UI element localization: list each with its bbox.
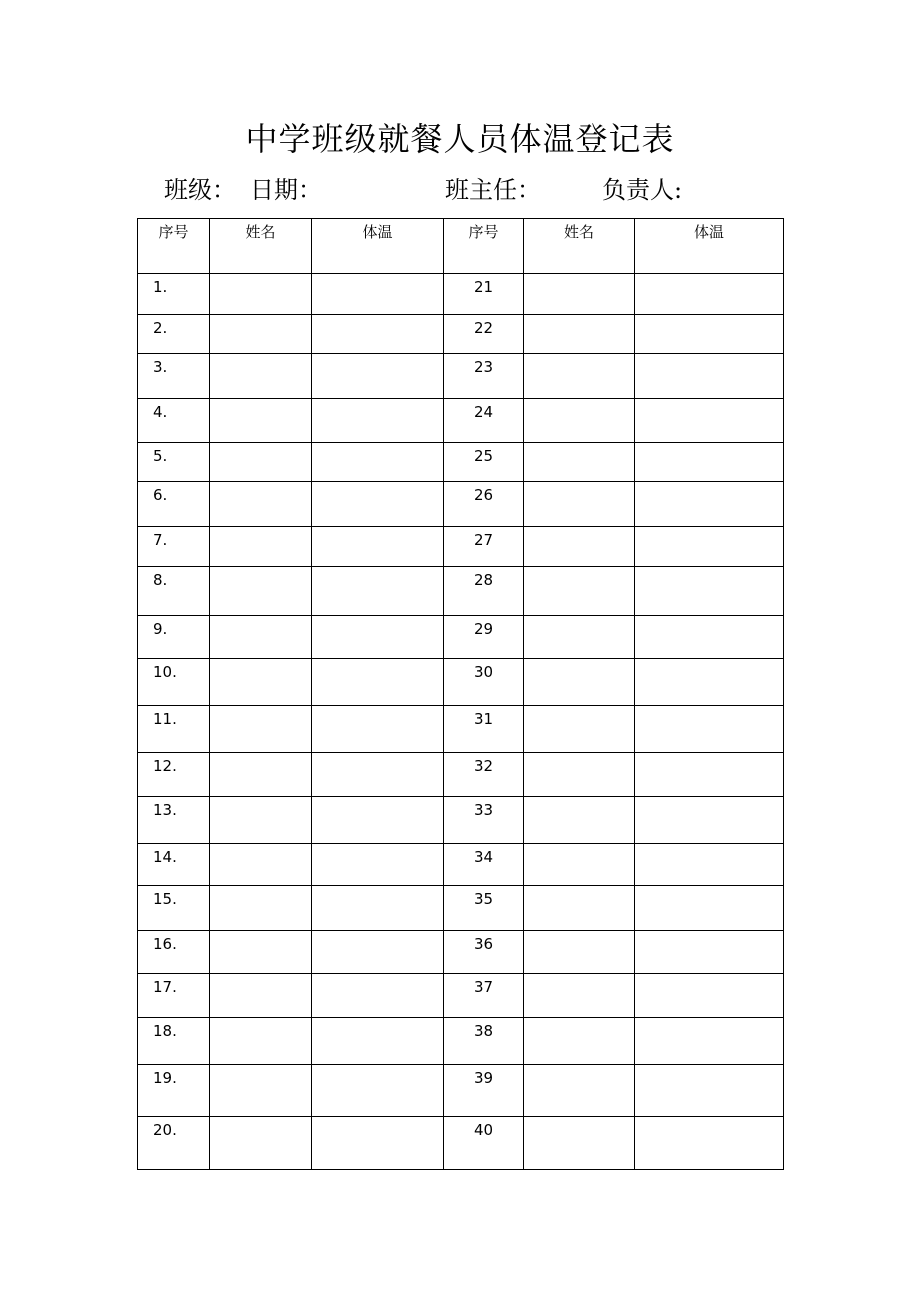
table-header-row: [138, 219, 784, 274]
name-cell-right[interactable]: [524, 844, 635, 886]
temperature-cell-right[interactable]: [635, 616, 784, 659]
table-row: [138, 1065, 784, 1117]
temperature-cell-left[interactable]: [312, 1065, 444, 1117]
serial-number-left: 15.: [138, 886, 210, 931]
serial-number-left: 17.: [138, 974, 210, 1018]
table-row: [138, 616, 784, 659]
serial-number-right: 34: [444, 844, 524, 886]
serial-number-left: 6.: [138, 482, 210, 527]
header-temperature-left: 体温: [312, 219, 444, 274]
temperature-cell-left[interactable]: [312, 706, 444, 753]
temperature-cell-right[interactable]: [635, 527, 784, 567]
name-cell-right[interactable]: [524, 797, 635, 844]
serial-number-left: 19.: [138, 1065, 210, 1117]
name-cell-right[interactable]: [524, 482, 635, 527]
serial-number-left: 2.: [138, 315, 210, 354]
temperature-register-table: [137, 218, 784, 1170]
serial-number-right: 21: [444, 274, 524, 315]
table-row: [138, 315, 784, 354]
table-row: [138, 659, 784, 706]
person-in-charge-label: 负责人:: [602, 176, 683, 204]
temperature-cell-right[interactable]: [635, 1018, 784, 1065]
serial-number-right: 27: [444, 527, 524, 567]
serial-number-right: 39: [444, 1065, 524, 1117]
serial-number-right: 23: [444, 354, 524, 399]
table-row: [138, 482, 784, 527]
serial-number-right: 30: [444, 659, 524, 706]
name-cell-right[interactable]: [524, 443, 635, 482]
name-cell-left[interactable]: [210, 1117, 312, 1170]
temperature-cell-left[interactable]: [312, 797, 444, 844]
serial-number-right: 29: [444, 616, 524, 659]
name-cell-left[interactable]: [210, 931, 312, 974]
temperature-cell-left[interactable]: [312, 315, 444, 354]
serial-number-left: 3.: [138, 354, 210, 399]
temperature-cell-right[interactable]: [635, 886, 784, 931]
head-teacher-label: 班主任：: [445, 176, 541, 204]
temperature-cell-left[interactable]: [312, 974, 444, 1018]
serial-number-right: 22: [444, 315, 524, 354]
class-label: 班级：: [164, 176, 236, 204]
temperature-cell-right[interactable]: [635, 797, 784, 844]
header-temperature-right: 体温: [635, 219, 784, 274]
serial-number-left: 4.: [138, 399, 210, 443]
temperature-cell-right[interactable]: [635, 482, 784, 527]
page-title: 中学班级就餐人员体温登记表: [245, 120, 675, 158]
table-row: [138, 974, 784, 1018]
table-row: [138, 844, 784, 886]
temperature-cell-left[interactable]: [312, 753, 444, 797]
header-serial-left: 序号: [138, 219, 210, 274]
name-cell-left[interactable]: [210, 527, 312, 567]
temperature-cell-left[interactable]: [312, 616, 444, 659]
header-serial-right: 序号: [444, 219, 524, 274]
name-cell-right[interactable]: [524, 315, 635, 354]
name-cell-left[interactable]: [210, 354, 312, 399]
temperature-cell-left[interactable]: [312, 1117, 444, 1170]
table-row: [138, 274, 784, 315]
serial-number-right: 31: [444, 706, 524, 753]
table-row: [138, 443, 784, 482]
name-cell-right[interactable]: [524, 931, 635, 974]
table-row: [138, 886, 784, 931]
name-cell-left[interactable]: [210, 443, 312, 482]
table-row: [138, 706, 784, 753]
name-cell-right[interactable]: [524, 274, 635, 315]
name-cell-right[interactable]: [524, 1018, 635, 1065]
table-row: [138, 567, 784, 616]
name-cell-right[interactable]: [524, 527, 635, 567]
name-cell-right[interactable]: [524, 1117, 635, 1170]
temperature-cell-left[interactable]: [312, 567, 444, 616]
temperature-cell-left[interactable]: [312, 354, 444, 399]
temperature-cell-right[interactable]: [635, 931, 784, 974]
table-row: [138, 1117, 784, 1170]
name-cell-left[interactable]: [210, 753, 312, 797]
name-cell-left[interactable]: [210, 1018, 312, 1065]
serial-number-right: 32: [444, 753, 524, 797]
temperature-cell-left[interactable]: [312, 482, 444, 527]
serial-number-left: 10.: [138, 659, 210, 706]
name-cell-left[interactable]: [210, 706, 312, 753]
serial-number-left: 7.: [138, 527, 210, 567]
name-cell-right[interactable]: [524, 399, 635, 443]
name-cell-right[interactable]: [524, 974, 635, 1018]
serial-number-left: 8.: [138, 567, 210, 616]
name-cell-right[interactable]: [524, 616, 635, 659]
table-row: [138, 753, 784, 797]
temperature-cell-right[interactable]: [635, 354, 784, 399]
header-name-right: 姓名: [524, 219, 635, 274]
name-cell-left[interactable]: [210, 797, 312, 844]
name-cell-left[interactable]: [210, 974, 312, 1018]
temperature-cell-right[interactable]: [635, 1117, 784, 1170]
temperature-cell-right[interactable]: [635, 567, 784, 616]
temperature-cell-left[interactable]: [312, 844, 444, 886]
name-cell-right[interactable]: [524, 567, 635, 616]
temperature-cell-left[interactable]: [312, 399, 444, 443]
name-cell-right[interactable]: [524, 659, 635, 706]
temperature-cell-right[interactable]: [635, 315, 784, 354]
name-cell-right[interactable]: [524, 753, 635, 797]
serial-number-right: 35: [444, 886, 524, 931]
serial-number-left: 12.: [138, 753, 210, 797]
serial-number-left: 20.: [138, 1117, 210, 1170]
table-row: [138, 399, 784, 443]
temperature-cell-left[interactable]: [312, 1018, 444, 1065]
serial-number-left: 18.: [138, 1018, 210, 1065]
temperature-cell-left[interactable]: [312, 527, 444, 567]
name-cell-left[interactable]: [210, 315, 312, 354]
table-row: [138, 527, 784, 567]
date-label: 日期：: [250, 176, 322, 204]
name-cell-left[interactable]: [210, 616, 312, 659]
table-row: [138, 931, 784, 974]
table-row: [138, 797, 784, 844]
serial-number-right: 40: [444, 1117, 524, 1170]
temperature-cell-left[interactable]: [312, 886, 444, 931]
serial-number-right: 24: [444, 399, 524, 443]
temperature-cell-right[interactable]: [635, 753, 784, 797]
temperature-cell-left[interactable]: [312, 931, 444, 974]
serial-number-right: 28: [444, 567, 524, 616]
header-name-left: 姓名: [210, 219, 312, 274]
serial-number-right: 33: [444, 797, 524, 844]
name-cell-right[interactable]: [524, 706, 635, 753]
temperature-cell-right[interactable]: [635, 706, 784, 753]
name-cell-left[interactable]: [210, 1065, 312, 1117]
name-cell-left[interactable]: [210, 482, 312, 527]
name-cell-left[interactable]: [210, 659, 312, 706]
serial-number-left: 16.: [138, 931, 210, 974]
serial-number-left: 1.: [138, 274, 210, 315]
name-cell-left[interactable]: [210, 567, 312, 616]
temperature-cell-left[interactable]: [312, 274, 444, 315]
temperature-cell-left[interactable]: [312, 443, 444, 482]
name-cell-left[interactable]: [210, 844, 312, 886]
temperature-cell-right[interactable]: [635, 443, 784, 482]
serial-number-right: 37: [444, 974, 524, 1018]
name-cell-right[interactable]: [524, 1065, 635, 1117]
serial-number-right: 36: [444, 931, 524, 974]
serial-number-right: 25: [444, 443, 524, 482]
temperature-cell-right[interactable]: [635, 974, 784, 1018]
temperature-cell-right[interactable]: [635, 844, 784, 886]
serial-number-left: 13.: [138, 797, 210, 844]
temperature-cell-right[interactable]: [635, 399, 784, 443]
temperature-cell-left[interactable]: [312, 659, 444, 706]
serial-number-left: 5.: [138, 443, 210, 482]
serial-number-right: 38: [444, 1018, 524, 1065]
temperature-cell-right[interactable]: [635, 274, 784, 315]
serial-number-left: 9.: [138, 616, 210, 659]
serial-number-left: 11.: [138, 706, 210, 753]
serial-number-left: 14.: [138, 844, 210, 886]
table-row: [138, 1018, 784, 1065]
temperature-cell-right[interactable]: [635, 1065, 784, 1117]
name-cell-left[interactable]: [210, 886, 312, 931]
temperature-cell-right[interactable]: [635, 659, 784, 706]
serial-number-right: 26: [444, 482, 524, 527]
name-cell-right[interactable]: [524, 354, 635, 399]
table-body: [138, 274, 784, 1170]
name-cell-left[interactable]: [210, 399, 312, 443]
name-cell-right[interactable]: [524, 886, 635, 931]
name-cell-left[interactable]: [210, 274, 312, 315]
table-row: [138, 354, 784, 399]
